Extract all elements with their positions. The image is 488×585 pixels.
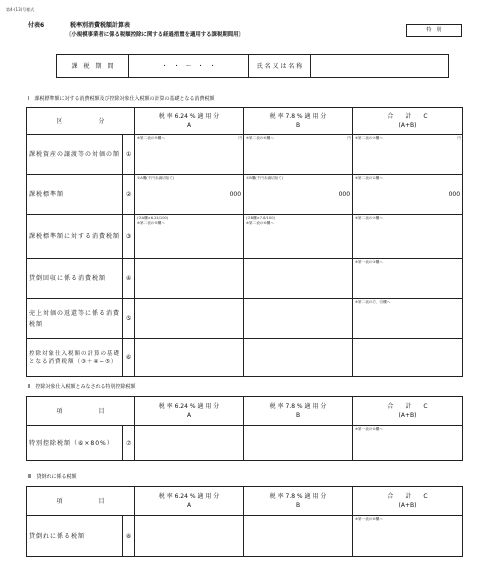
section3-col-b	[244, 487, 353, 516]
section2-col-item: 項 目	[27, 397, 135, 426]
cell-note: ①A欄(千円未満切捨て)	[137, 176, 175, 180]
col-b-label: 税 率 7.8 % 適 用 分	[269, 493, 327, 500]
yen-unit: 円	[238, 136, 243, 140]
row-label: 控除対象仕入税額の計算の基礎となる消費税額（③＋④−⑤）	[27, 339, 123, 377]
yen-unit: 円	[457, 136, 462, 140]
col-b-sub: B	[295, 122, 301, 129]
section2-col-c	[353, 397, 463, 426]
row-number: ③	[123, 215, 135, 259]
period-label: 課 税 期 間	[57, 55, 129, 78]
cell-note: ①B欄(千円未満切捨て)	[246, 176, 284, 180]
cell-note: ※第一表の④欄へ	[355, 427, 383, 431]
cell-b[interactable]	[244, 259, 353, 299]
section1-col-c	[353, 108, 463, 135]
col-b-label: 税 率 7.8 % 適 用 分	[269, 113, 327, 120]
cell-b[interactable]	[244, 135, 353, 175]
cell-b[interactable]	[244, 516, 353, 557]
cell-a[interactable]	[135, 426, 244, 461]
col-b-label: 税 率 7.8 % 適 用 分	[269, 403, 327, 410]
table-row	[27, 339, 463, 377]
cell-a[interactable]	[135, 516, 244, 557]
col-a-sub: A	[186, 502, 192, 509]
section3-col-a	[135, 487, 244, 516]
cell-a[interactable]	[135, 215, 244, 259]
cell-a[interactable]	[135, 299, 244, 339]
section1-col-b	[244, 108, 353, 135]
cell-note: ※第二表の⑦欄へ	[355, 136, 383, 140]
section2-col-b	[244, 397, 353, 426]
thousand-suffix: 000	[229, 190, 242, 198]
cell-b[interactable]	[244, 299, 353, 339]
title-number: 付表6	[28, 22, 45, 29]
cell-note: ※第二表の①欄へ	[355, 176, 383, 180]
cell-c[interactable]	[353, 339, 463, 377]
col-a-label: 税 率 6.24 % 適 用 分	[158, 113, 220, 120]
col-c-sub: (A+B)	[398, 122, 417, 129]
section2-col-a	[135, 397, 244, 426]
cell-a[interactable]	[135, 259, 244, 299]
thousand-suffix: 000	[448, 190, 461, 198]
row-number: ⑥	[123, 339, 135, 377]
row-label: 貸倒れに係る税額	[27, 516, 123, 557]
cell-c[interactable]	[353, 299, 463, 339]
section3-col-item: 項 目	[27, 487, 135, 516]
cell-c[interactable]	[353, 215, 463, 259]
cell-c[interactable]	[353, 135, 463, 175]
table-row	[27, 426, 463, 461]
name-field[interactable]	[311, 55, 449, 78]
section2-table	[26, 396, 463, 461]
cell-c[interactable]	[353, 175, 463, 215]
page-title: 税率別消費税額計算表	[70, 22, 131, 29]
table-row	[27, 135, 463, 175]
section3-col-c	[353, 487, 463, 516]
page-subtitle: 〔小規模事業者に係る税額控除に関する経過措置を適用する課税期間用〕	[66, 32, 244, 38]
cell-note: ※第一表の③欄へ	[355, 260, 383, 264]
section1-col-a	[135, 108, 244, 135]
table-row	[27, 175, 463, 215]
form-id: 第4-(13)号様式	[6, 7, 35, 12]
row-label: 特別控除税額（⑥×80%）	[27, 426, 123, 461]
section1-col-item: 区 分	[27, 108, 135, 135]
name-label: 氏 名 又 は 名 称	[249, 55, 311, 78]
col-c-sub: (A+B)	[398, 412, 417, 419]
cell-a[interactable]	[135, 339, 244, 377]
col-c-label: 合 計 C	[387, 493, 428, 500]
section1-table	[26, 107, 463, 377]
period-field[interactable]: ・ ・ 〜 ・ ・	[129, 55, 249, 78]
cell-c[interactable]	[353, 259, 463, 299]
col-c-label: 合 計 C	[387, 403, 428, 410]
cell-note: ※第二表の⑰、⑱欄へ	[355, 300, 391, 304]
special-badge: 特 別	[406, 24, 462, 37]
cell-note: ※第二表の⑦欄へ	[355, 216, 383, 220]
section3-table	[26, 486, 463, 557]
row-label: 課税標準額に対する消費税額	[27, 215, 123, 259]
section2-title: Ⅱ 控除対象仕入税額とみなされる特別控除税額	[28, 384, 136, 390]
cell-note: (②B欄×7.8/100) ※第二表の⑥欄へ	[246, 216, 275, 225]
col-a-label: 税 率 6.24 % 適 用 分	[158, 403, 220, 410]
section1-title: Ⅰ 課税標準額に対する消費税額及び控除対象仕入税額の計算の基礎となる消費税額	[28, 96, 215, 102]
thousand-suffix: 000	[338, 190, 351, 198]
table-row	[27, 299, 463, 339]
cell-b[interactable]	[244, 426, 353, 461]
row-label: 貸倒回収に係る消費税額	[27, 259, 123, 299]
col-b-sub: B	[295, 412, 301, 419]
cell-a[interactable]	[135, 175, 244, 215]
period-name-table	[56, 54, 449, 78]
row-label: 課税標準額	[27, 175, 123, 215]
yen-unit: 円	[347, 136, 352, 140]
row-number: ②	[123, 175, 135, 215]
cell-note: ※第一表の⑥欄へ	[355, 517, 383, 521]
col-a-sub: A	[186, 122, 192, 129]
table-row	[27, 516, 463, 557]
col-c-sub: (A+B)	[398, 502, 417, 509]
cell-note: (②A欄×6.24/100) ※第二表の⑤欄へ	[137, 216, 169, 225]
row-number: ④	[123, 259, 135, 299]
row-number: ⑤	[123, 299, 135, 339]
cell-b[interactable]	[244, 175, 353, 215]
cell-note: ※第二表の⑤欄へ	[137, 136, 165, 140]
row-label: 課税資産の譲渡等の対価の額	[27, 135, 123, 175]
cell-c[interactable]	[353, 426, 463, 461]
cell-note: ※第二表の⑥欄へ	[246, 136, 274, 140]
cell-c[interactable]	[353, 516, 463, 557]
section3-title: Ⅲ 貸倒れに係る税額	[28, 474, 77, 480]
col-b-sub: B	[295, 502, 301, 509]
cell-a[interactable]	[135, 135, 244, 175]
row-number: ⑦	[123, 426, 135, 461]
row-number: ⑧	[123, 516, 135, 557]
table-row	[27, 259, 463, 299]
col-a-label: 税 率 6.24 % 適 用 分	[158, 493, 220, 500]
row-label: 売上対価の返還等に係る消費税額	[27, 299, 123, 339]
row-number: ①	[123, 135, 135, 175]
cell-b[interactable]	[244, 215, 353, 259]
table-row	[27, 215, 463, 259]
cell-b[interactable]	[244, 339, 353, 377]
col-a-sub: A	[186, 412, 192, 419]
col-c-label: 合 計 C	[387, 113, 428, 120]
